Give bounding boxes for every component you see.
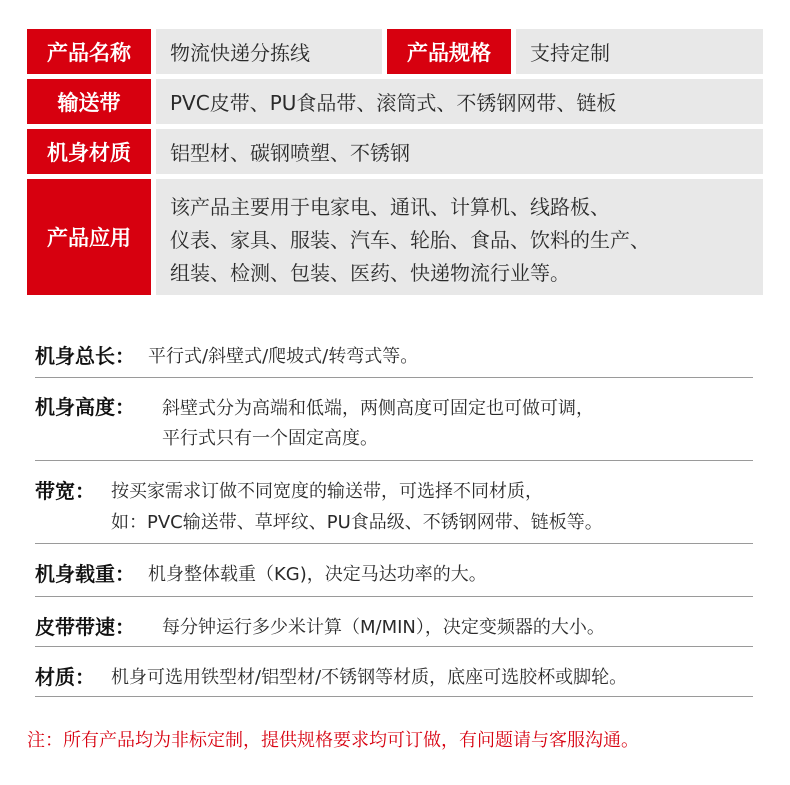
product-name-label: 产品名称 (27, 29, 151, 74)
belt-value: PVC皮带、PU食品带、滚筒式、不锈钢网带、链板 (156, 79, 763, 124)
detail-text: 机身整体载重（KG)，决定马达功率的大。 (148, 564, 487, 585)
detail-list (35, 330, 753, 697)
body-material-value: 铝型材、碳钢喷塑、不锈钢 (156, 129, 763, 174)
application-line: 组装、检测、包装、医药、快递物流行业等。 (170, 261, 570, 285)
detail-load (35, 544, 753, 597)
detail-height (35, 378, 753, 461)
body-material-label: 机身材质 (27, 129, 151, 174)
detail-label: 材质： (35, 665, 95, 689)
spec-row-belt (27, 79, 763, 124)
detail-label: 机身高度： (35, 395, 135, 419)
detail-text: 每分钟运行多少米计算（M/MIN），决定变频器的大小。 (162, 617, 605, 638)
detail-belt-width (35, 461, 753, 544)
detail-label: 带宽： (35, 479, 95, 503)
detail-label: 皮带带速： (35, 615, 135, 639)
spec-table (27, 29, 763, 300)
application-label: 产品应用 (27, 179, 151, 295)
application-line: 该产品主要用于电家电、通讯、计算机、线路板、 (170, 195, 610, 219)
detail-label: 机身载重： (35, 562, 135, 586)
application-line: 仪表、家具、服装、汽车、轮胎、食品、饮料的生产、 (170, 228, 650, 252)
footnote: 注：所有产品均为非标定制，提供规格要求均可订做，有问题请与客服沟通。 (27, 730, 639, 751)
detail-label: 机身总长： (35, 344, 135, 368)
detail-text: 斜壁式分为高端和低端，两侧高度可固定也可做可调， (162, 398, 594, 419)
product-name-value: 物流快递分拣线 (156, 29, 382, 74)
detail-text: 如：PVC输送带、草坪纹、PU食品级、不锈钢网带、链板等。 (111, 512, 603, 533)
detail-text: 平行式/斜壁式/爬坡式/转弯式等。 (148, 346, 419, 367)
belt-label: 输送带 (27, 79, 151, 124)
detail-speed (35, 597, 753, 647)
detail-material (35, 647, 753, 697)
detail-text: 机身可选用铁型材/铝型材/不锈钢等材质，底座可选胶杯或脚轮。 (111, 667, 628, 688)
application-value (156, 179, 763, 295)
spec-row-material (27, 129, 763, 174)
detail-text: 平行式只有一个固定高度。 (162, 428, 378, 449)
spec-row-application (27, 179, 763, 295)
product-spec-label: 产品规格 (387, 29, 511, 74)
detail-text: 按买家需求订做不同宽度的输送带，可选择不同材质， (111, 481, 543, 502)
product-spec-value: 支持定制 (516, 29, 763, 74)
spec-row-name (27, 29, 763, 74)
detail-length (35, 330, 753, 378)
